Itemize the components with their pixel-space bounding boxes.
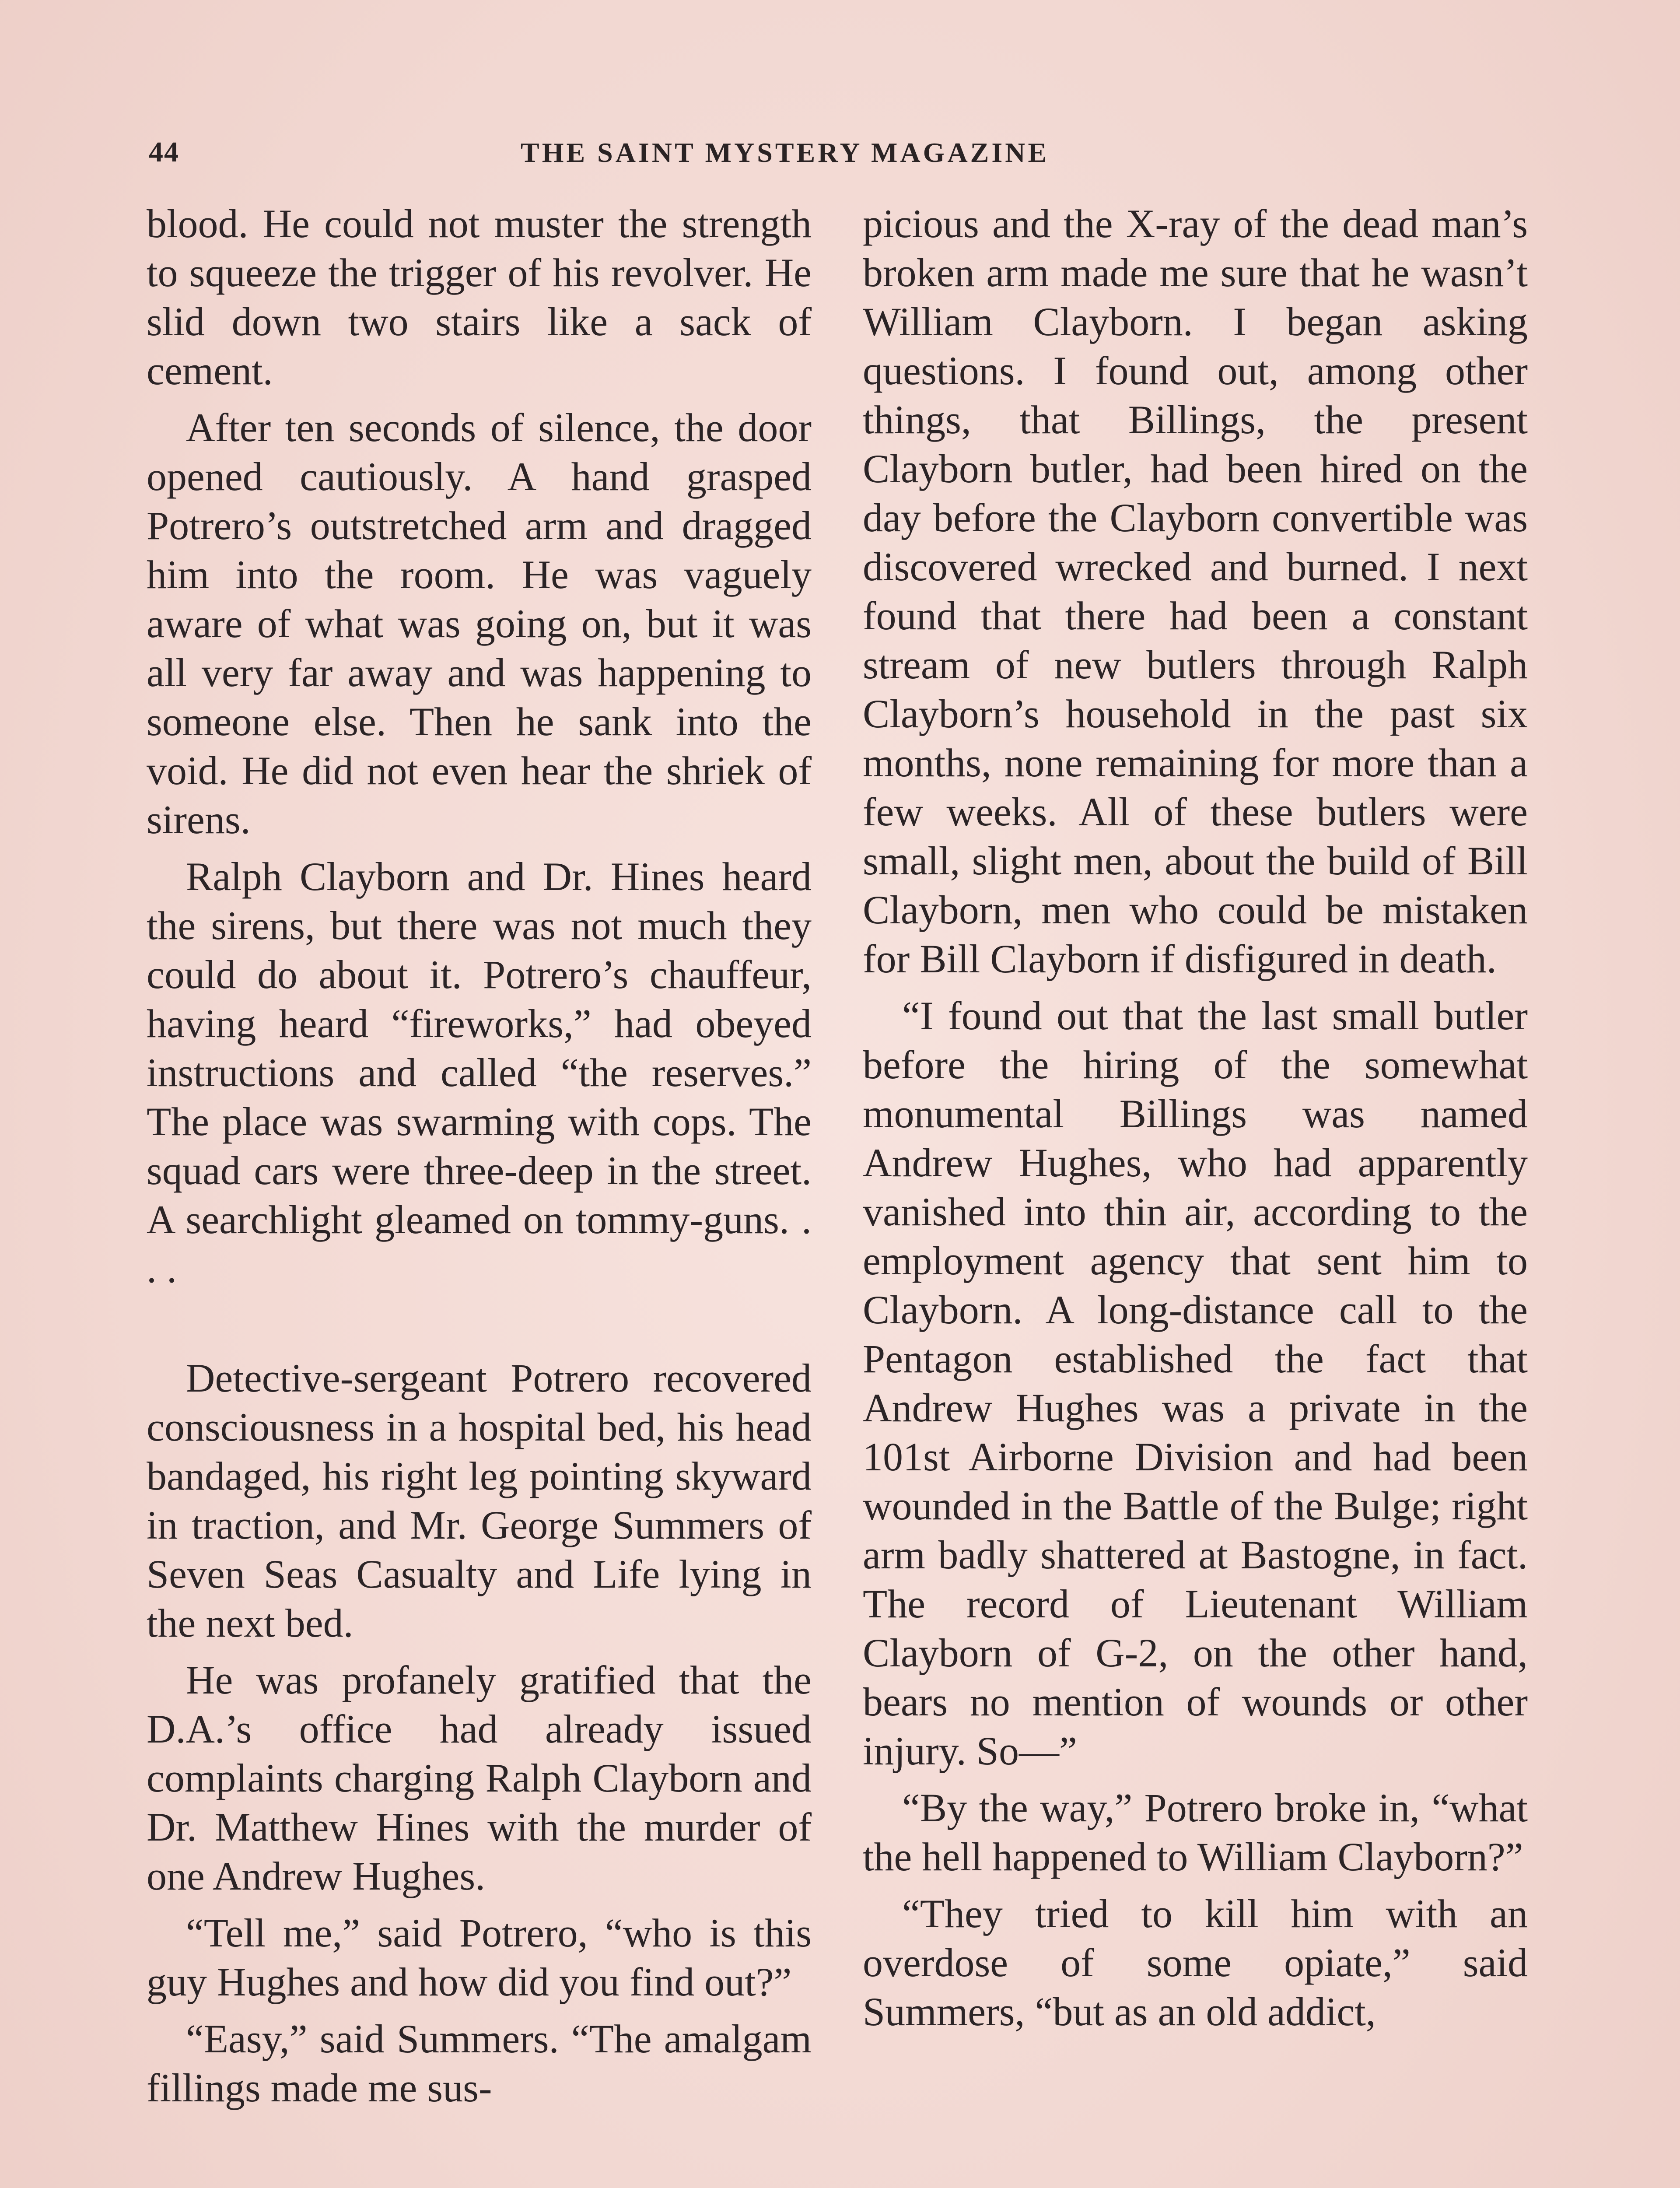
paragraph: “Easy,” said Summers. “The amalgam fillings made me sus- [147, 2016, 812, 2110]
paragraph: Detective-sergeant Potrero recovered consciousness in a hospital bed, his head bandaged, his right leg pointing skyward in traction, and Mr. George Summers of Seven Seas Casualty and Life lying in the next bed. [147, 1356, 812, 1645]
paragraph: blood. He could not muster the strength to squeeze the trigger of his revolver. He slid down two stairs like a sack of cement. [147, 201, 812, 393]
left-column [147, 199, 812, 2120]
paragraph: “By the way,” Potrero broke in, “what the hell happened to William Clayborn?” [863, 1785, 1528, 1879]
paragraph: picious and the X-ray of the dead man’s broken arm made me sure that he wasn’t William Clayborn. I began asking questions. I found out, among other things, that Billings, the present Clayborn butler, had been hired on the day before the Clayborn convertible was discovered wrecked and burned. I next found that there had been a constant stream of new butlers through Ralph Clayborn’s household in the past six months, none remaining for more than a few weeks. All of these butlers were small, slight men, about the build of Bill Clayborn, men who could be mistaken for Bill Clayborn if disfigured in death. [863, 201, 1528, 981]
paragraph: After ten seconds of silence, the door opened cautiously. A hand grasped Potrero’s outstretched arm and dragged him into the room. He was vaguely aware of what was going on, but it was all very far away and was happening to someone else. Then he sank into the void. He did not even hear the shriek of sirens. [147, 405, 812, 842]
running-head: THE SAINT MYSTERY MAGAZINE [521, 137, 1050, 168]
paragraph: “Tell me,” said Potrero, “who is this guy Hughes and how did you find out?” [147, 1911, 812, 2004]
right-column [863, 199, 1528, 2044]
paragraph: “I found out that the last small butler before the hiring of the somewhat monumental Billings was named Andrew Hughes, who had apparently vanished into thin air, according to the employment agency that sent him to Clayborn. A long-distance call to the Pentagon established the fact that Andrew Hughes was a private in the 101st Airborne Division and had been wounded in the Battle of the Bulge; right arm badly shattered at Bastogne, in fact. The record of Lieutenant William Clayborn of G-2, on the other hand, bears no mention of wounds or other injury. So—” [863, 993, 1528, 1773]
paragraph: “They tried to kill him with an overdose of some opiate,” said Summers, “but as an old addict, [863, 1891, 1528, 2034]
page-number: 44 [149, 136, 179, 168]
paragraph: Ralph Clayborn and Dr. Hines heard the sirens, but there was not much they could do about it. Potrero’s chauffeur, having heard “fireworks,” had obeyed instructions and called “the reserves.” The place was swarming with cops. The squad cars were three-deep in the street. A searchlight gleamed on tommy-guns. . . . [147, 854, 812, 1291]
paragraph: He was profanely gratified that the D.A.’s office had already issued complaints charging Ralph Clayborn and Dr. Matthew Hines with the murder of one Andrew Hughes. [147, 1658, 812, 1898]
